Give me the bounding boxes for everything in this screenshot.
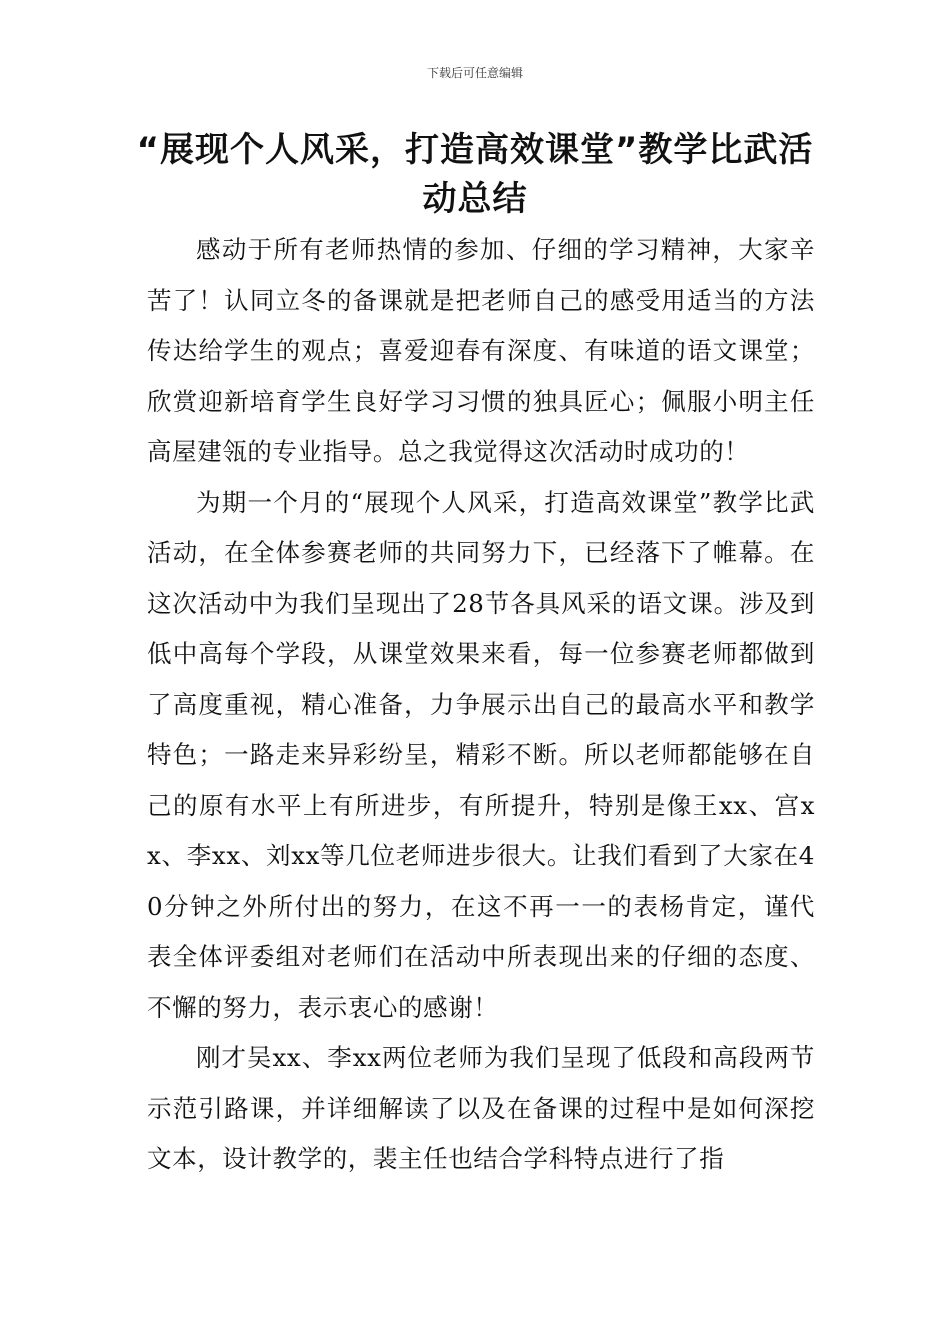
- header-note: 下载后可任意编辑: [426, 66, 523, 80]
- document-body: [147, 225, 815, 1185]
- paragraph-2: 为期一个月的“展现个人风采，打造高效课堂”教学比武活动，在全体参赛老师的共同努力下，已经落下了帷幕。在这次活动中为我们呈现出了28节各具风采的语文课。涉及到低中高每个学段，从课堂效果来看，每一位参赛老师都做到了高度重视，精心准备，力争展示出自己的最高水平和教学特色；一路走来异彩纷呈，精彩不断。所以老师都能够在自己的原有水平上有所进步，有所提升，特别是像王xx、宫xx、李xx、刘xx等几位老师进步很大。让我们看到了大家在40分钟之外所付出的努力，在这不再一一的表杨肯定，谨代表全体评委组对老师们在活动中所表现出来的仔细的态度、不懈的努力，表示衷心的感谢！: [147, 487, 815, 1022]
- document-title: “展现个人风采，打造高效课堂”教学比武活动总结: [136, 130, 814, 219]
- paragraph-1: 感动于所有老师热情的参加、仔细的学习精神，大家辛苦了！认同立冬的备课就是把老师自己的感受用适当的方法传达给学生的观点；喜爱迎春有深度、有味道的语文课堂；欣赏迎新培育学生良好学习习惯的独具匠心；佩服小明主任高屋建瓴的专业指导。总之我觉得这次活动时成功的！: [147, 235, 815, 466]
- paragraph-3: 刚才吴xx、李xx两位老师为我们呈现了低段和高段两节示范引路课，并详细解读了以及在备课的过程中是如何深挖文本，设计教学的，裴主任也结合学科特点进行了指: [147, 1043, 815, 1173]
